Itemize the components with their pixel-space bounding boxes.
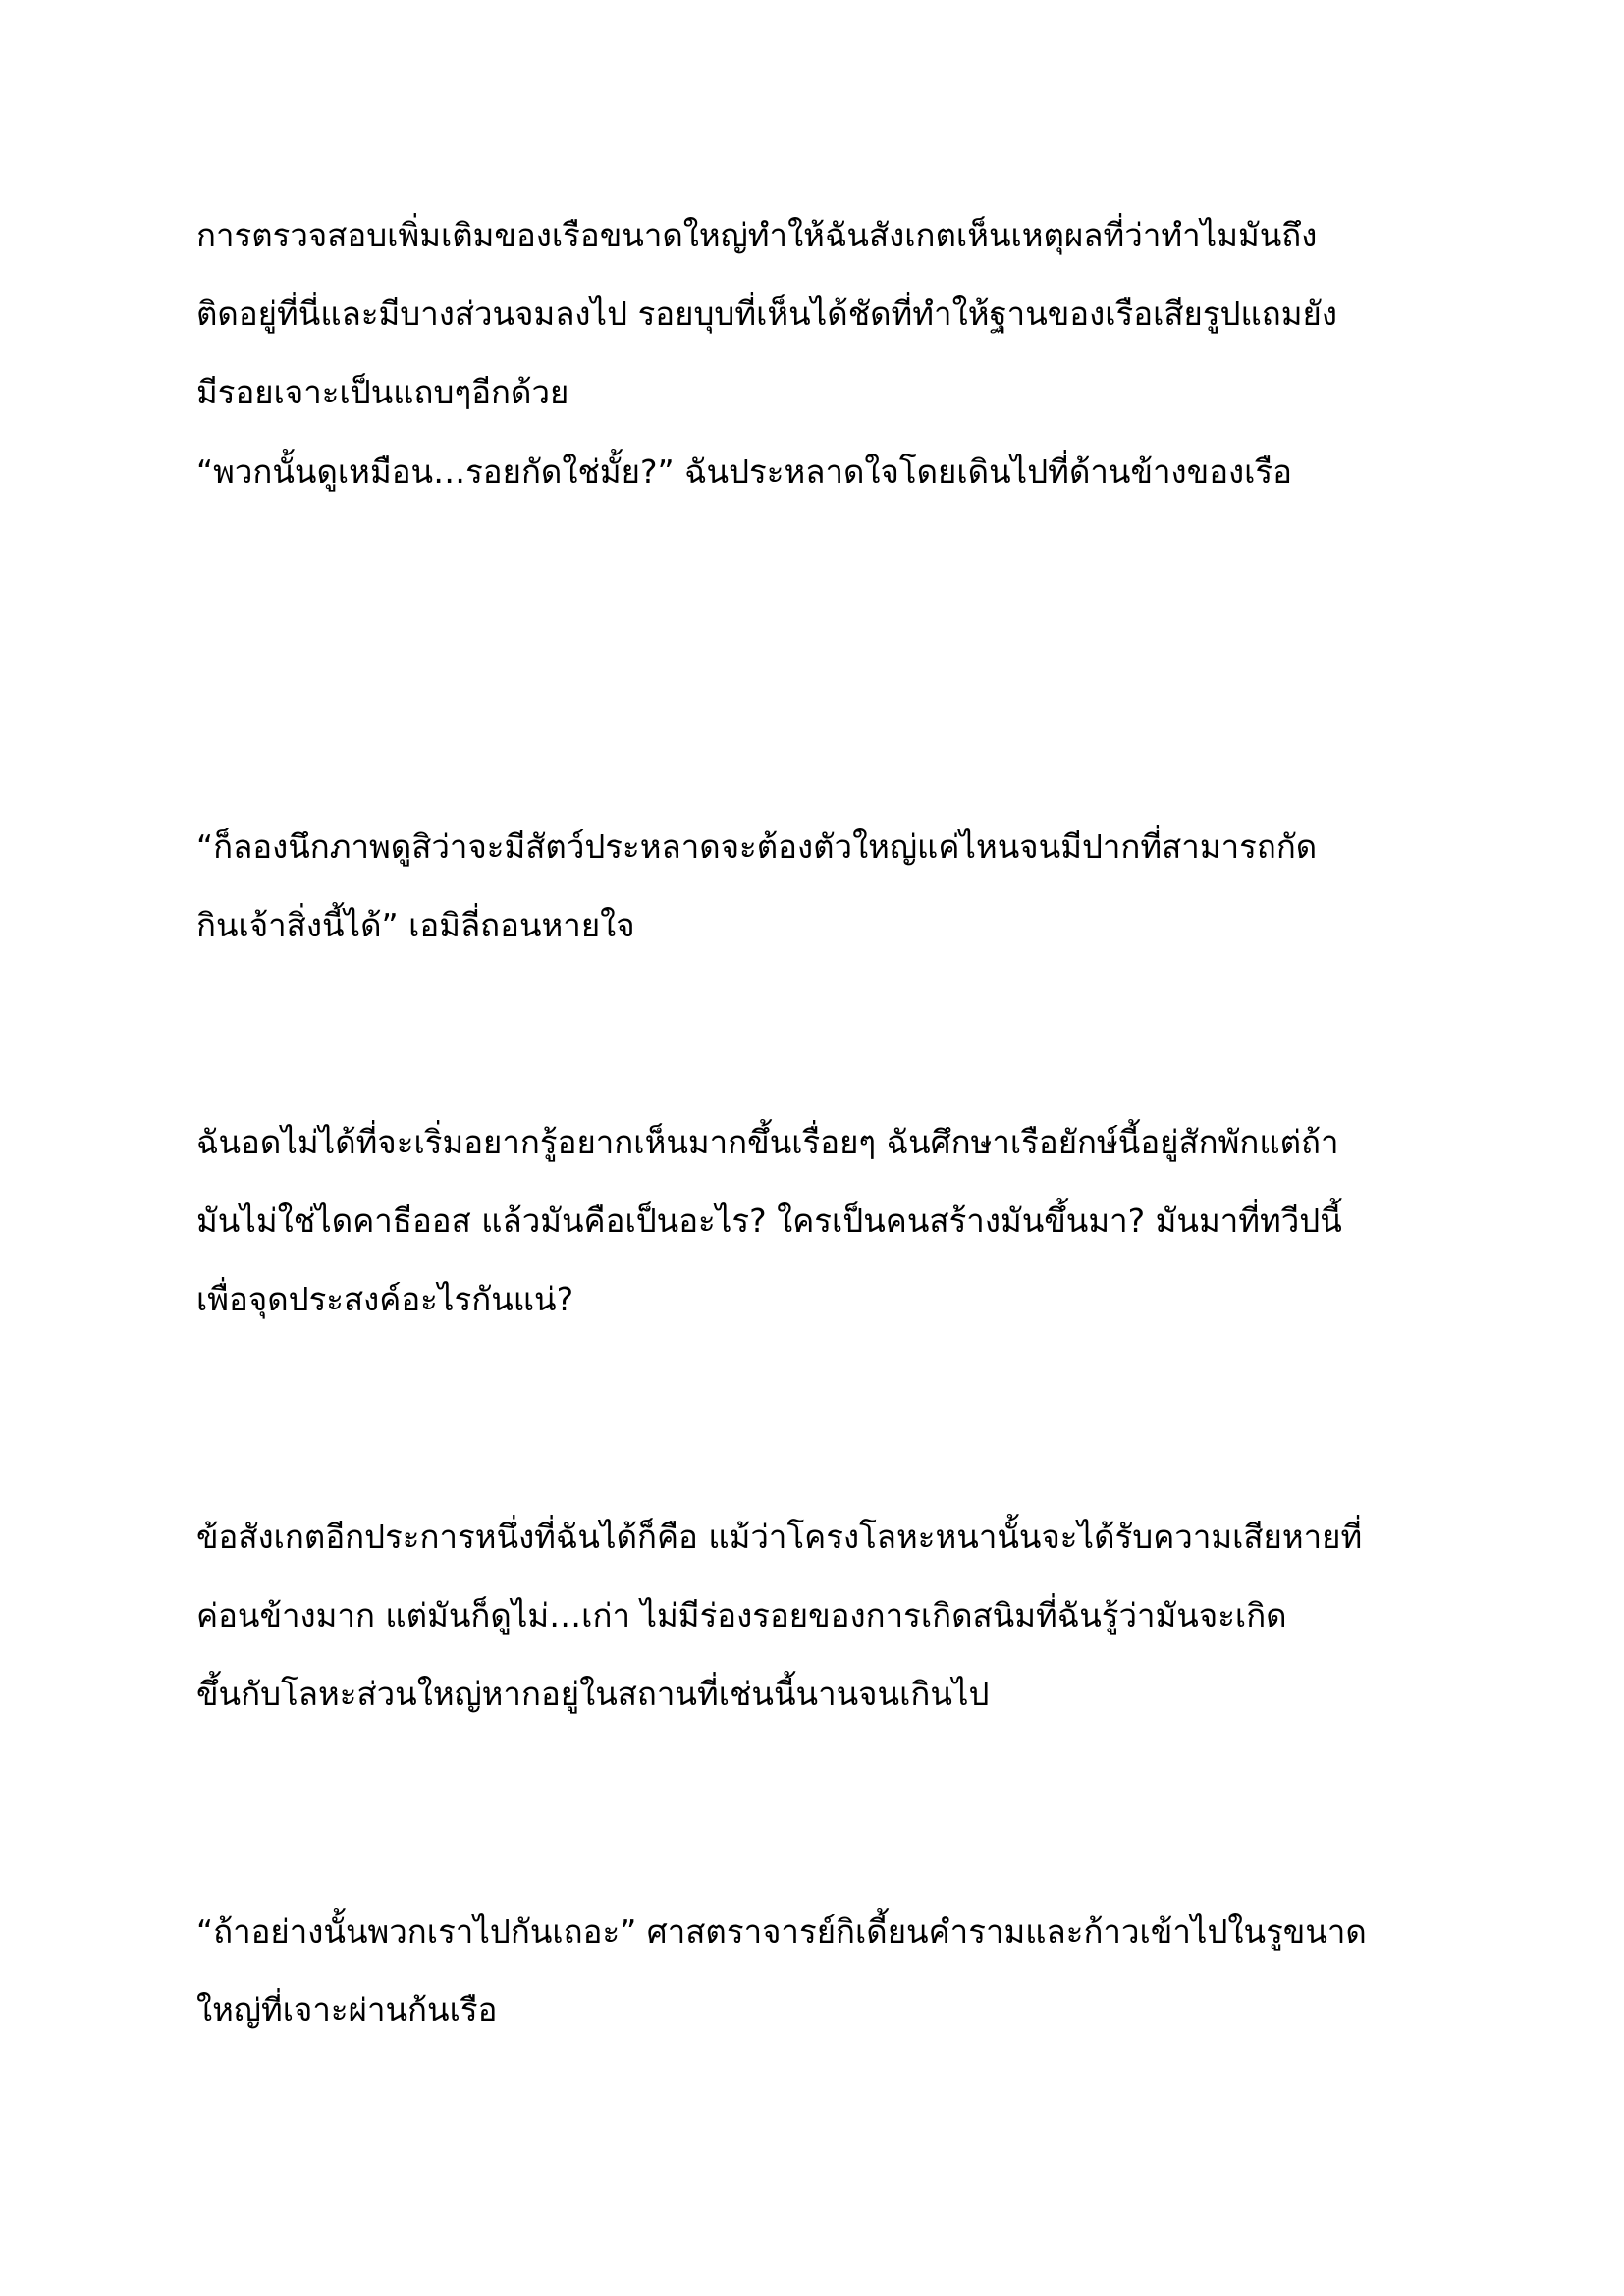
text-line: “ถ้าอย่างนั้นพวกเราไปกันเถอะ” ศาสตราจารย์กิเดี้ยนคำรามและก้าวเข้าไปในรูขนาด [196, 1912, 1367, 1950]
paragraph-1 [196, 196, 1443, 432]
text-line: “ก็ลองนึกภาพดูสิว่าจะมีสัตว์ประหลาดจะต้องตัวใหญ่แค่ไหนจนมีปากที่สามารถกัด [196, 828, 1318, 866]
paragraph-6 [196, 1893, 1443, 2050]
paragraph-4 [196, 1103, 1443, 1339]
paragraph-3 [196, 808, 1443, 965]
text-line: การตรวจสอบเพิ่มเติมของเรือขนาดใหญ่ทำให้ฉันสังเกตเห็นเหตุผลที่ว่าทำไมมันถึง [196, 216, 1318, 254]
text-line: ติดอยู่ที่นี่และมีบางส่วนจมลงไป รอยบุบที่เห็นได้ชัดที่ทำให้ฐานของเรือเสียรูปแถมยัง [196, 294, 1337, 333]
paragraph-5 [196, 1498, 1443, 1734]
text-line: ขึ้นกับโลหะส่วนใหญ่หากอยู่ในสถานที่เช่นนี้นานจนเกินไป [196, 1675, 990, 1713]
text-line: มีรอยเจาะเป็นแถบๆอีกด้วย [196, 373, 569, 411]
text-line: ข้อสังเกตอีกประการหนึ่งที่ฉันได้ก็คือ แม้ว่าโครงโลหะหนานั้นจะได้รับความเสียหายที่ [196, 1518, 1363, 1556]
text-line: ฉันอดไม่ได้ที่จะเริ่มอยากรู้อยากเห็นมากขึ้นเรื่อยๆ ฉันศึกษาเรือยักษ์นี้อยู่สักพักแต่ถ้า [196, 1123, 1339, 1161]
paragraph-2 [196, 433, 1443, 511]
text-line: มันไม่ใช่ไดคาธีออส แล้วมันคือเป็นอะไร? ใครเป็นคนสร้างมันขึ้นมา? มันมาที่ทวีปนี้ [196, 1201, 1342, 1240]
text-line: กินเจ้าสิ่งนี้ได้” เอมิลี่ถอนหายใจ [196, 906, 635, 944]
text-line: “พวกนั้นดูเหมือน…รอยกัดใช่มั้ย?” ฉันประหลาดใจโดยเดินไปที่ด้านข้างของเรือ [196, 453, 1292, 491]
text-line: ใหญ่ที่เจาะผ่านก้นเรือ [196, 1991, 498, 2029]
text-line: ค่อนข้างมาก แต่มันก็ดูไม่…เก่า ไม่มีร่องรอยของการเกิดสนิมที่ฉันรู้ว่ามันจะเกิด [196, 1596, 1287, 1634]
text-line: เพื่อจุดประสงค์อะไรกันแน่? [196, 1280, 574, 1318]
